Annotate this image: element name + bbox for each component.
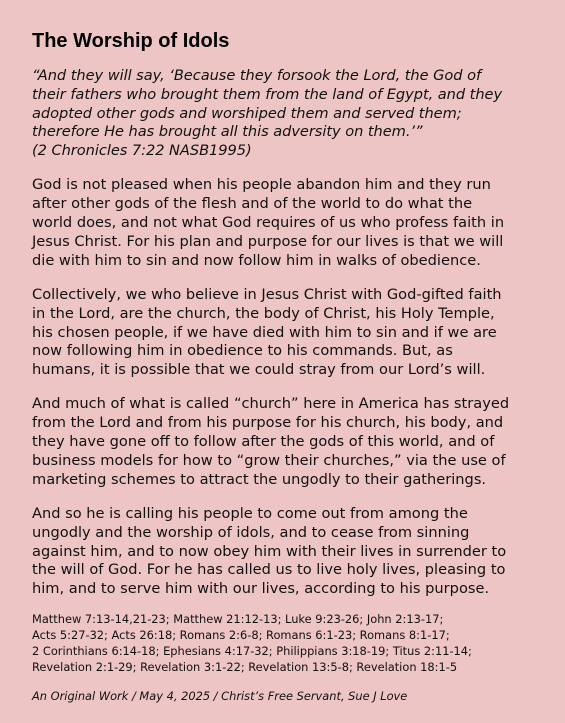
paragraph-line: after other gods of the flesh and of the world to do what the: [32, 195, 473, 213]
page-title: The Worship of Idols: [32, 30, 230, 52]
paragraph-line: him, and to serve him with our lives, according to his purpose.: [32, 580, 490, 598]
scripture-quote: [32, 67, 545, 161]
scripture-references: [32, 611, 545, 675]
paragraph-line: in the Lord, are the church, the body of Christ, his Holy Temple,: [32, 304, 495, 322]
paragraph-2: [32, 286, 545, 380]
quote-reference: (2 Chronicles 7:22 NASB1995): [32, 142, 252, 160]
quote-line: their fathers who brought them from the land of Egypt, and they: [32, 85, 503, 103]
paragraph-line: And much of what is called “church” here in America has strayed: [32, 395, 510, 413]
references-line: 2 Corinthians 6:14-18; Ephesians 4:17-32; Philippians 3:18-19; Titus 2:11-14;: [32, 643, 472, 658]
paragraph-line: die with him to sin and now follow him in walks of obedience.: [32, 251, 481, 269]
paragraph-line: the will of God. For he has called us to live holy lives, pleasing to: [32, 561, 506, 579]
paragraph-line: his chosen people, if we have died with him to sin and if we are: [32, 323, 497, 341]
quote-line: “And they will say, ‘Because they forsook the Lord, the God of: [32, 67, 482, 84]
paragraph-line: Collectively, we who believe in Jesus Christ with God-gifted faith: [32, 285, 502, 303]
paragraph-line: business models for how to “grow their churches,” via the use of: [32, 451, 506, 469]
paragraph-line: marketing schemes to attract the ungodly to their gatherings.: [32, 470, 487, 488]
paragraph-line: from the Lord and from his purpose for his church, his body, and: [32, 414, 504, 432]
quote-line: adopted other gods and worshiped them and served them;: [32, 104, 462, 122]
paragraph-line: now following him in obedience to his commands. But, as: [32, 342, 453, 360]
paragraph-line: And so he is calling his people to come out from among the: [32, 504, 468, 522]
references-line: Acts 5:27-32; Acts 26:18; Romans 2:6-8; Romans 6:1-23; Romans 8:1-17;: [32, 627, 450, 642]
paragraph-line: ungodly and the worship of idols, and to cease from sinning: [32, 523, 470, 541]
paragraph-line: humans, it is possible that we could stray from our Lord’s will.: [32, 361, 486, 379]
paragraph-1: [32, 176, 545, 270]
paragraph-line: world does, and not what God requires of us who profess faith in: [32, 214, 505, 232]
references-line: Matthew 7:13-14,21-23; Matthew 21:12-13; Luke 9:23-26; John 2:13-17;: [32, 611, 444, 626]
paragraph-line: God is not pleased when his people abandon him and they run: [32, 176, 491, 194]
attribution-footer: An Original Work / May 4, 2025 / Christ’s Free Servant, Sue J Love: [32, 688, 408, 703]
quote-line: therefore He has brought all this adversity on them.’”: [32, 123, 423, 141]
references-line: Revelation 2:1-29; Revelation 3:1-22; Revelation 13:5-8; Revelation 18:1-5: [32, 659, 458, 674]
paragraph-4: [32, 505, 545, 599]
paragraph-line: Jesus Christ. For his plan and purpose for our lives is that we will: [32, 232, 504, 250]
paragraph-line: against him, and to now obey him with their lives in surrender to: [32, 542, 507, 560]
paragraph-3: [32, 395, 545, 489]
paragraph-line: they have gone off to follow after the gods of this world, and of: [32, 433, 495, 451]
